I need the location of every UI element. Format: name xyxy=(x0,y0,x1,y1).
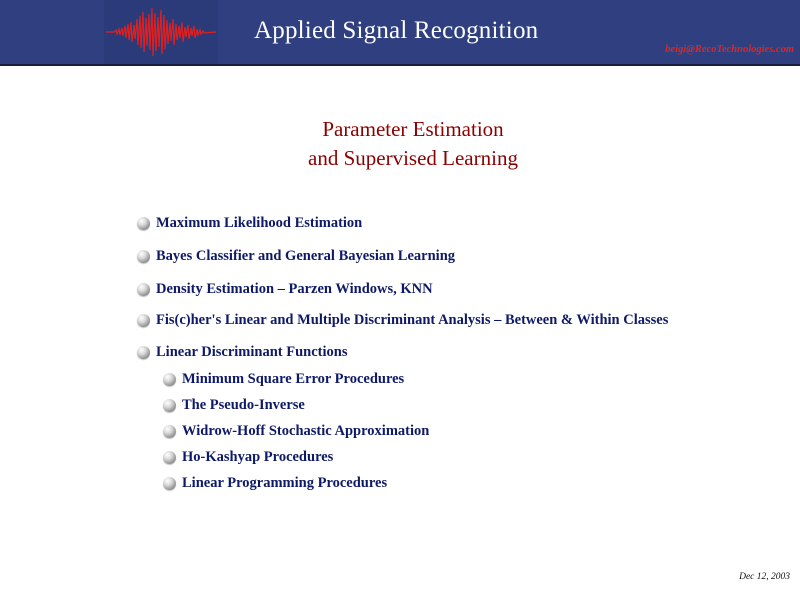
list-item xyxy=(137,344,347,361)
list-item xyxy=(137,248,455,265)
author-email[interactable]: beigi@RecoTechnologies.com xyxy=(665,44,794,55)
slide-title-line-1: Parameter Estimation xyxy=(322,117,504,141)
list-item-label: Density Estimation – Parzen Windows, KNN xyxy=(156,281,433,297)
sub-list-item-label: The Pseudo-Inverse xyxy=(182,397,305,413)
list-item-label: Linear Discriminant Functions xyxy=(156,344,348,360)
sub-list-item-label: Linear Programming Procedures xyxy=(182,475,388,491)
sub-list-item xyxy=(163,449,333,466)
sub-list-item xyxy=(163,397,305,414)
sphere-bullet-icon xyxy=(137,314,150,327)
sphere-bullet-icon xyxy=(163,399,176,412)
slide-date: Dec 12, 2003 xyxy=(739,572,790,582)
list-item-label: Fis(c)her's Linear and Multiple Discriminant Analysis – Between & Within Classes xyxy=(156,312,669,328)
sphere-bullet-icon xyxy=(163,373,176,386)
slide-title-line-2: and Supervised Learning xyxy=(308,146,518,170)
list-item xyxy=(137,215,362,232)
sphere-bullet-icon xyxy=(137,283,150,296)
sphere-bullet-icon xyxy=(137,250,150,263)
sub-list-item xyxy=(163,475,387,492)
list-item xyxy=(137,281,433,298)
sphere-bullet-icon xyxy=(163,425,176,438)
sub-list-item xyxy=(163,371,404,388)
sub-list-item-label: Widrow-Hoff Stochastic Approximation xyxy=(182,423,430,439)
sphere-bullet-icon xyxy=(163,451,176,464)
list-item-label: Bayes Classifier and General Bayesian Learning xyxy=(156,248,456,264)
sub-list-item-label: Minimum Square Error Procedures xyxy=(182,371,405,387)
list-item xyxy=(137,312,668,329)
list-item-label: Maximum Likelihood Estimation xyxy=(156,215,363,231)
sub-list-item xyxy=(163,423,429,440)
sphere-bullet-icon xyxy=(137,346,150,359)
header-title: Applied Signal Recognition xyxy=(254,17,539,44)
sphere-bullet-icon xyxy=(137,217,150,230)
sub-list-item-label: Ho-Kashyap Procedures xyxy=(182,449,334,465)
sphere-bullet-icon xyxy=(163,477,176,490)
